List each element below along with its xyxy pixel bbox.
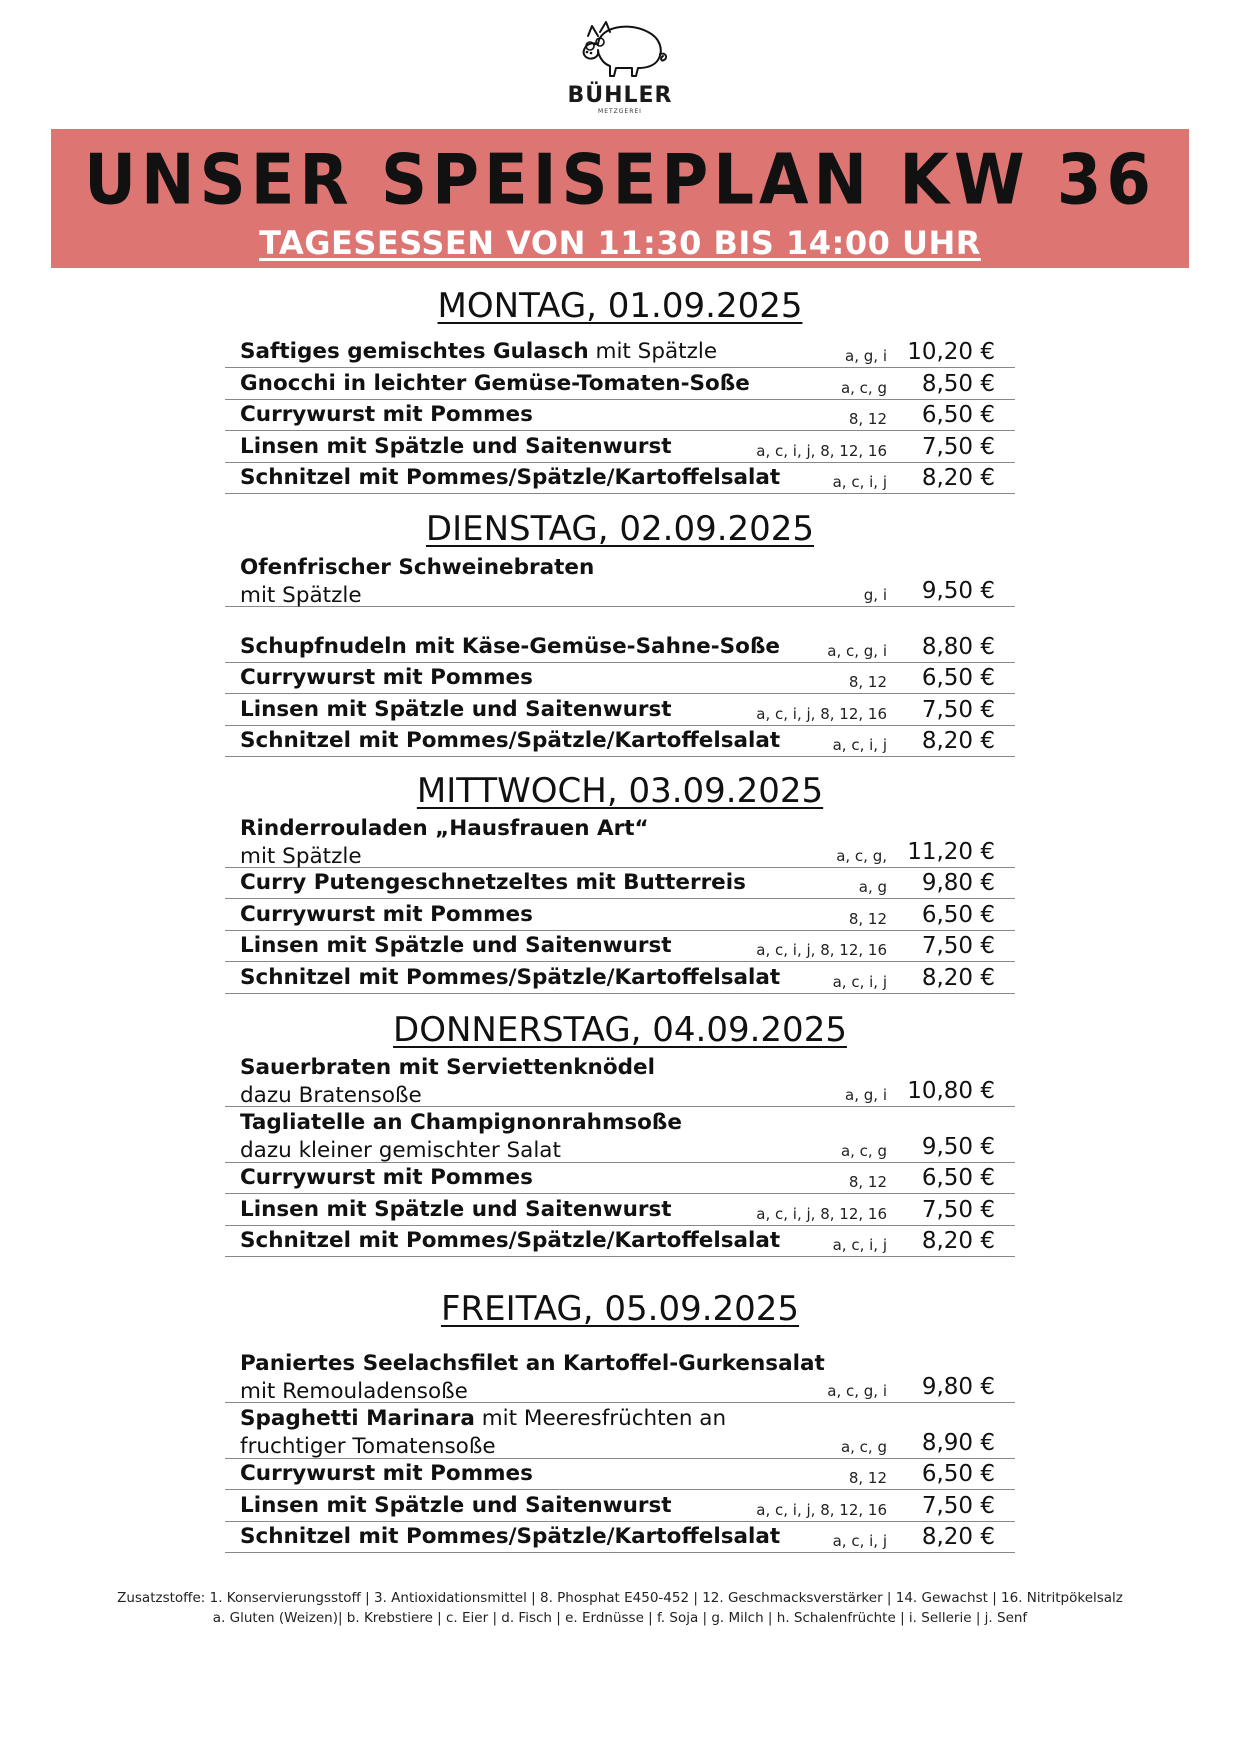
page-title: UNSER SPEISEPLAN KW 36 [84,141,1156,221]
logo [560,14,680,116]
dish-name-bold: Tagliatelle an Champignonrahmsoße [240,1110,682,1135]
dish-name-extra: mit Spätzle [588,339,718,364]
dish-name [240,664,533,692]
dish-name-bold: Rinderrouladen „Hausfrauen Art“ [240,816,649,841]
menu-item [225,1107,1015,1163]
dish-name [240,901,533,929]
menu-item [225,463,1015,494]
menu-item [225,1490,1015,1522]
allergens: 8, 12 [848,410,887,428]
price: 7,50 € [921,434,995,460]
dish-description: fruchtiger Tomatensoße [240,1434,496,1459]
dish-name-bold: Currywurst mit Pommes [240,902,533,927]
price: 6,50 € [921,665,995,691]
dish-description: dazu Bratensoße [240,1083,422,1108]
dish-name [240,1054,655,1110]
menu-item [225,813,1015,868]
brand-subtitle: METZGEREI [598,108,642,115]
price: 7,50 € [921,1197,995,1223]
dish-name-bold: Currywurst mit Pommes [240,402,533,427]
dish-name-bold: Curry Putengeschnetzeltes mit Butterreis [240,870,746,895]
menu-item [225,1163,1015,1194]
allergens: a, c, g, [836,847,887,865]
dish-name-bold: Schnitzel mit Pommes/Spätzle/Kartoffelsalat [240,728,781,753]
allergens: g, i [863,586,887,604]
menu-item [225,431,1015,463]
allergens: a, g [858,878,887,896]
price: 10,80 € [907,1078,995,1104]
dish-name-bold: Currywurst mit Pommes [240,1165,533,1190]
dish-name [240,1405,726,1461]
dish-description: mit Spätzle [240,844,362,869]
dish-name [240,815,649,871]
dish-description: dazu kleiner gemischter Salat [240,1138,561,1163]
dish-name-bold: Schnitzel mit Pommes/Spätzle/Kartoffelsalat [240,465,781,490]
price: 8,50 € [921,371,995,397]
allergens: a, c, i, j [832,973,887,991]
price: 10,20 € [907,339,995,365]
dish-name-bold: Linsen mit Spätzle und Saitenwurst [240,933,672,958]
price: 11,20 € [907,839,995,865]
dish-name [240,1227,780,1255]
allergens: 8, 12 [848,1173,887,1191]
dish-name-bold: Sauerbraten mit Serviettenknödel [240,1055,655,1080]
menu-item [225,694,1015,726]
title-banner [51,129,1189,268]
menu-item [225,962,1015,994]
dish-name [240,1460,533,1488]
dish-name-bold: Paniertes Seelachsfilet an Kartoffel-Gurkensalat [240,1351,825,1376]
dish-description: mit Remouladensoße [240,1379,468,1404]
dish-name [240,932,672,960]
menu-item [225,1459,1015,1490]
footer-additives: Zusatzstoffe: 1. Konservierungsstoff | 3. Antioxidationsmittel | 8. Phosphat E450-452 | 12. Geschmacksverstärker | 14. Gewachst | 16. Nitritpökelsalz [117,1590,1123,1606]
menu-item [225,868,1015,899]
allergens: a, c, i, j, 8, 12, 16 [756,941,887,959]
menu-item [225,1348,1015,1403]
dish-name-extra: mit Meeresfrüchten an [474,1406,727,1431]
price: 7,50 € [921,697,995,723]
dish-name [240,696,672,724]
price: 9,50 € [921,1134,995,1160]
day-heading: DIENSTAG, 02.09.2025 [425,509,815,549]
price: 6,50 € [921,1165,995,1191]
allergens: a, c, g, i [827,1382,887,1400]
dish-name-bold: Spaghetti Marinara [240,1406,475,1431]
menu-item [225,1226,1015,1257]
dish-name-bold: Schnitzel mit Pommes/Spätzle/Kartoffelsalat [240,965,781,990]
dish-name [240,464,780,492]
dish-name [240,1523,780,1551]
menu-item [225,368,1015,400]
dish-name [240,1109,682,1165]
price: 7,50 € [921,1493,995,1519]
menu-item [225,899,1015,931]
dish-name-bold: Saftiges gemischtes Gulasch [240,339,589,364]
dish-name [240,727,780,755]
price: 9,80 € [921,870,995,896]
allergens: a, c, g [840,1142,887,1160]
dish-name [240,633,780,661]
price: 8,80 € [921,634,995,660]
price: 9,80 € [921,1374,995,1400]
allergens: a, c, i, j [832,473,887,491]
price: 8,90 € [921,1430,995,1456]
allergens: a, c, i, j, 8, 12, 16 [756,1501,887,1519]
price: 8,20 € [921,965,995,991]
dish-name [240,1350,825,1406]
day-heading: FREITAG, 05.09.2025 [440,1289,800,1329]
dish-name [240,1196,672,1224]
menu-item [225,1403,1015,1459]
allergens: a, c, i, j [832,1236,887,1254]
allergens: a, c, i, j [832,736,887,754]
dish-name-bold: Linsen mit Spätzle und Saitenwurst [240,1197,672,1222]
price: 7,50 € [921,933,995,959]
allergens: a, c, i, j, 8, 12, 16 [756,442,887,460]
price: 6,50 € [921,402,995,428]
price: 8,20 € [921,1228,995,1254]
price: 8,20 € [921,1524,995,1550]
menu-item [225,1194,1015,1226]
allergens: 8, 12 [848,673,887,691]
menu-item [225,340,1015,368]
dish-name-bold: Ofenfrischer Schweinebraten [240,555,595,580]
dish-name-bold: Schnitzel mit Pommes/Spätzle/Kartoffelsalat [240,1524,781,1549]
dish-name [240,554,594,610]
footer-allergens: a. Gluten (Weizen)| b. Krebstiere | c. Eier | d. Fisch | e. Erdnüsse | f. Soja | g. Milch | h. Schalenfrüchte | i. Sellerie | j. Senf [212,1610,1028,1626]
menu-item [225,607,1015,663]
allergens: a, c, i, j [832,1532,887,1550]
dish-name-bold: Schupfnudeln mit Käse-Gemüse-Sahne-Soße [240,634,780,659]
pig-logo-icon [560,14,680,84]
dish-name-bold: Gnocchi in leichter Gemüse-Tomaten-Soße [240,371,750,396]
dish-name [240,869,746,897]
dish-name [240,1164,533,1192]
dish-name-bold: Linsen mit Spätzle und Saitenwurst [240,1493,672,1518]
dish-name [240,1492,672,1520]
page-subtitle: TAGESESSEN VON 11:30 BIS 14:00 UHR [259,224,981,262]
menu-item [225,1052,1015,1107]
menu-item [225,400,1015,431]
dish-name-bold: Currywurst mit Pommes [240,665,533,690]
day-heading: MITTWOCH, 03.09.2025 [416,771,824,811]
dish-name-bold: Linsen mit Spätzle und Saitenwurst [240,697,672,722]
price: 9,50 € [921,578,995,604]
price: 8,20 € [921,728,995,754]
price: 8,20 € [921,465,995,491]
allergens: 8, 12 [848,910,887,928]
menu-item [225,1522,1015,1553]
menu-item [225,726,1015,757]
dish-name-bold: Schnitzel mit Pommes/Spätzle/Kartoffelsalat [240,1228,781,1253]
allergens: a, g, i [845,1086,887,1104]
allergens: a, c, i, j, 8, 12, 16 [756,705,887,723]
menu-item [225,931,1015,962]
price: 6,50 € [921,902,995,928]
menu-item [225,663,1015,694]
dish-name-bold: Linsen mit Spätzle und Saitenwurst [240,434,672,459]
allergens: a, c, i, j, 8, 12, 16 [756,1205,887,1223]
brand-name: BÜHLER [567,83,673,108]
allergens: a, c, g [840,1438,887,1456]
allergens: 8, 12 [848,1469,887,1487]
dish-name [240,964,780,992]
dish-description: mit Spätzle [240,583,362,608]
dish-name [240,338,717,366]
dish-name-bold: Currywurst mit Pommes [240,1461,533,1486]
dish-name [240,401,533,429]
menu-item [225,552,1015,607]
day-heading: DONNERSTAG, 04.09.2025 [393,1010,847,1050]
allergens: a, c, g, i [827,642,887,660]
day-heading: MONTAG, 01.09.2025 [437,286,803,326]
dish-name [240,433,672,461]
price: 6,50 € [921,1461,995,1487]
dish-name [240,370,750,398]
allergens: a, c, g [840,379,887,397]
allergens: a, g, i [845,347,887,365]
